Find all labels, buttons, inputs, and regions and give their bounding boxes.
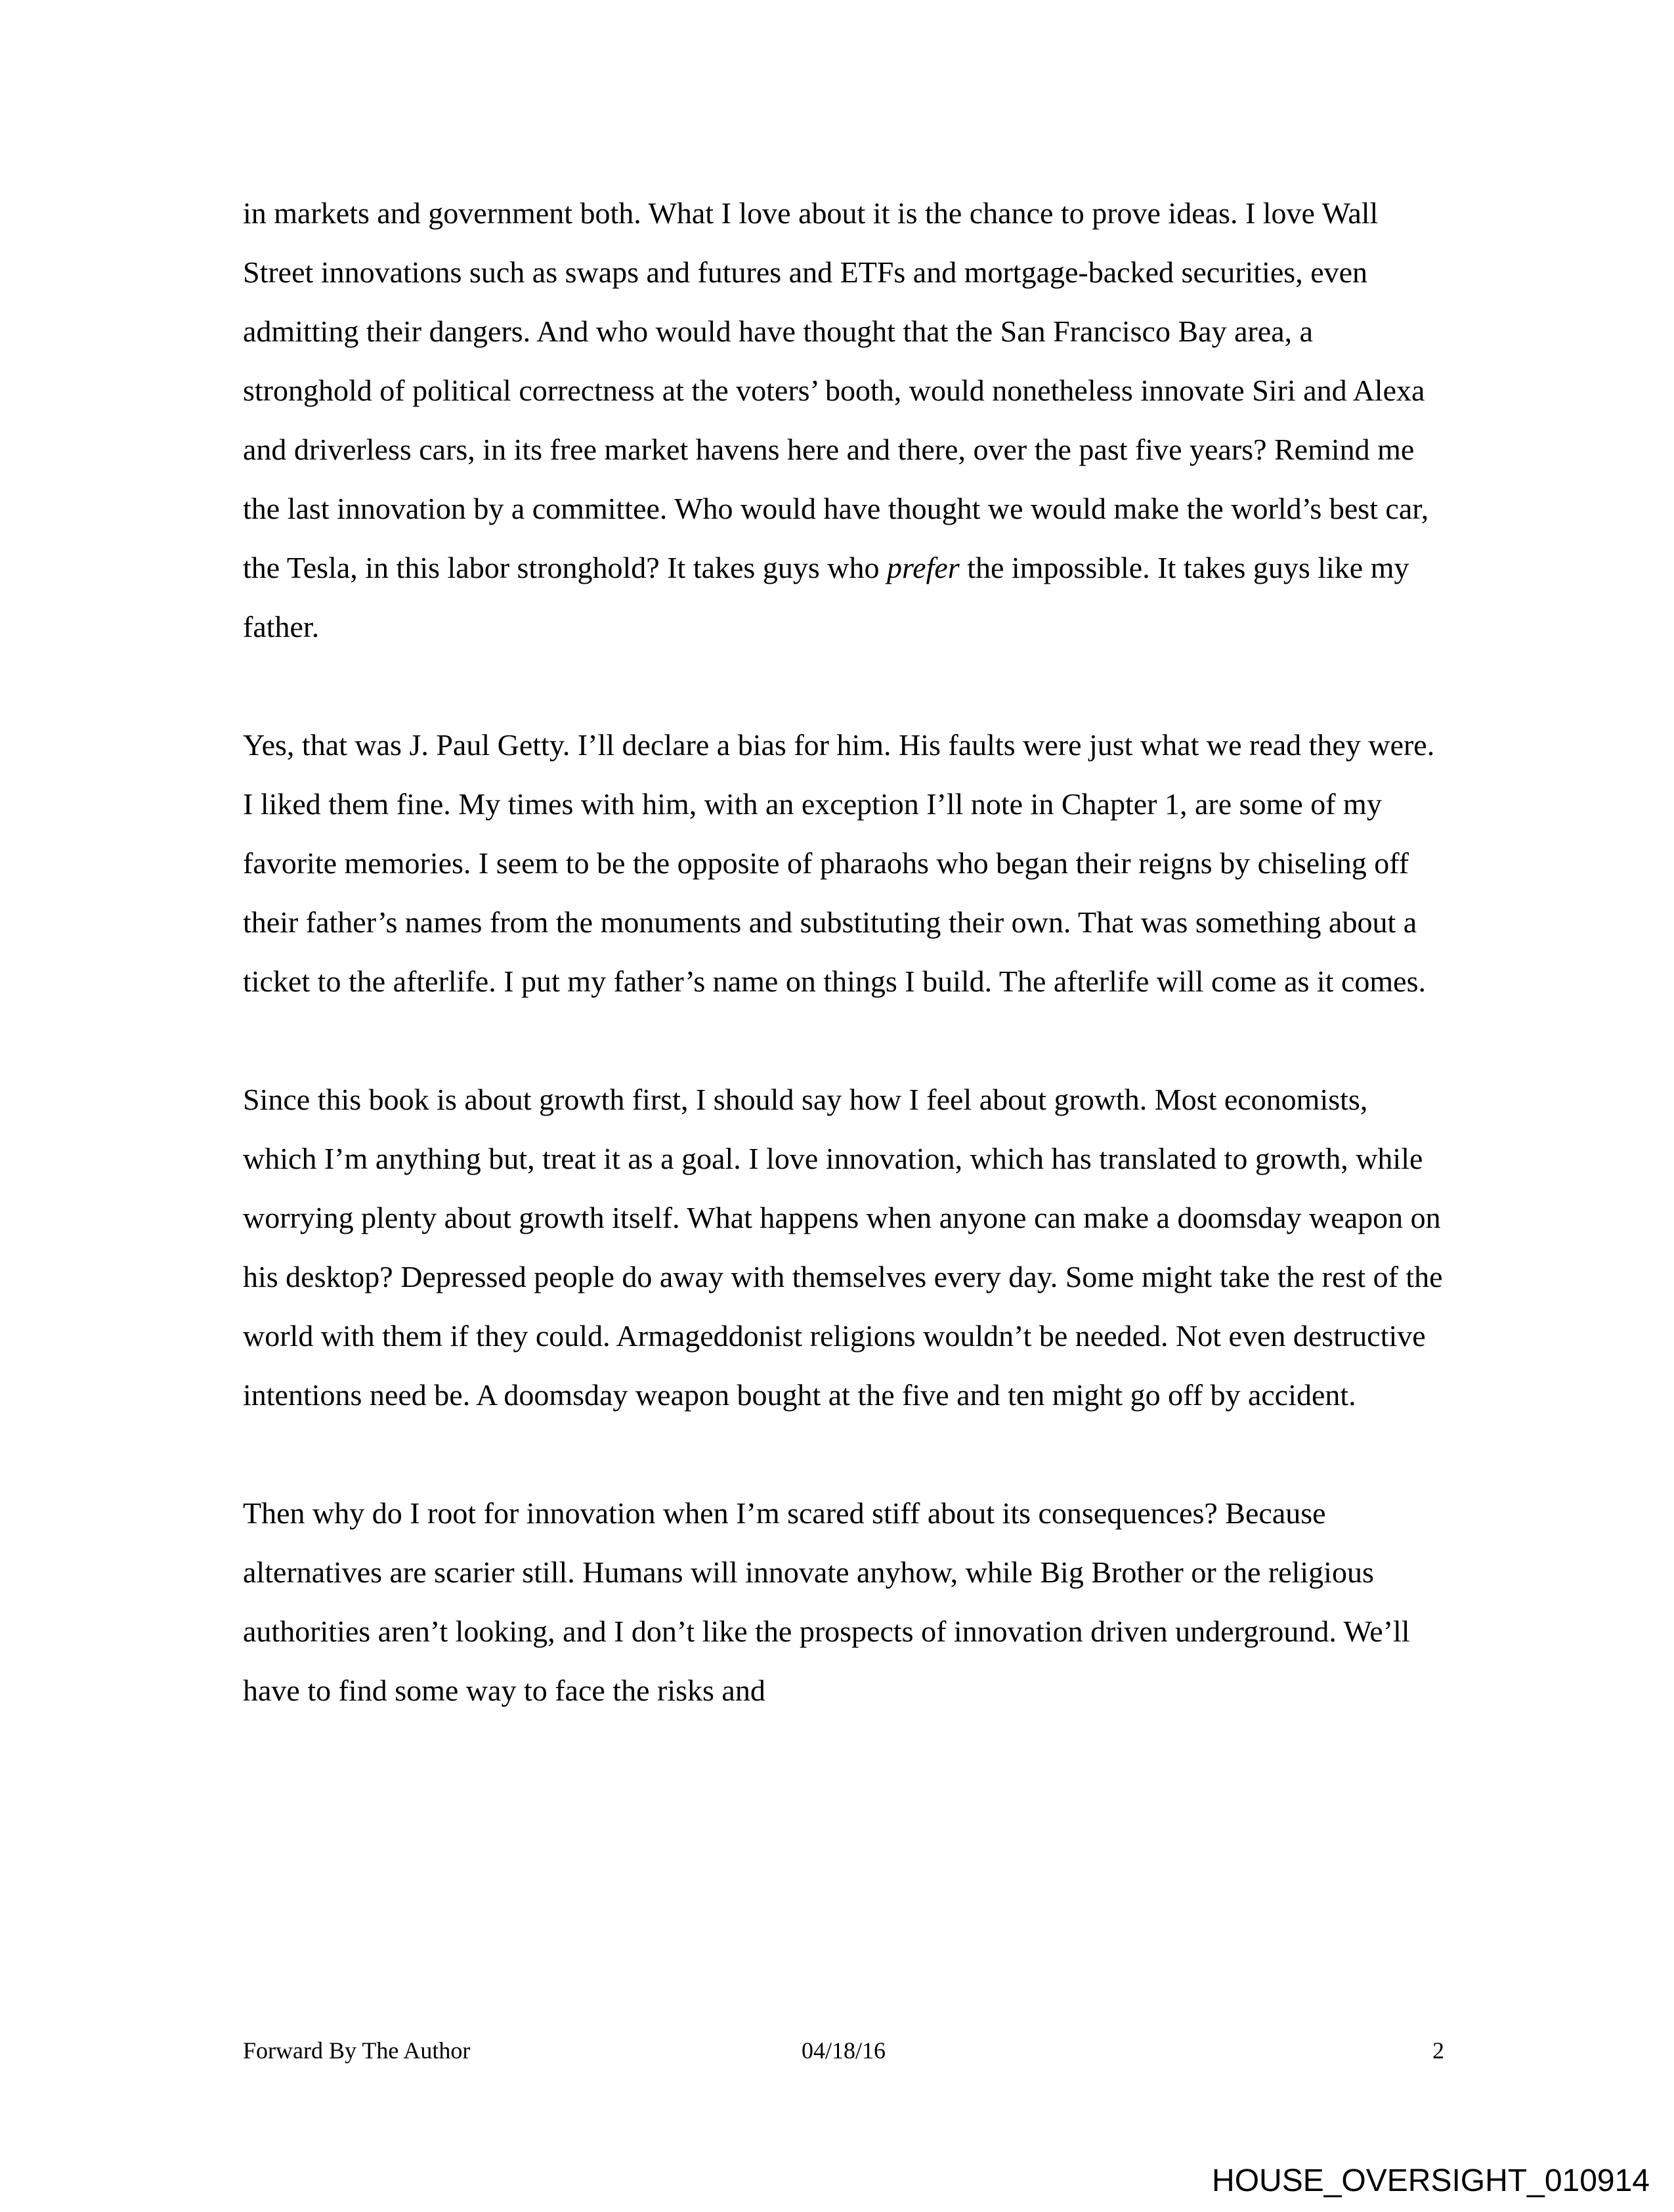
text-run: Since this book is about growth first, I should say how I feel about growth. Most economists, which I’m anything but, treat it as a goal. I love innovation, which has translated to growth, while worrying plenty about growth itself. What happens when anyone can make a doomsday weapon on his desktop? Depressed people do away with themselves every day. Some might take the rest of the world with them if they could. Armageddonist religions wouldn’t be needed. Not even destructive intentions need be. A doomsday weapon bought at the five and ten might go off by accident. bbox=[243, 1083, 1443, 1412]
body-text bbox=[243, 184, 1446, 1779]
text-run: Then why do I root for innovation when I’m scared stiff about its consequences? Because alternatives are scarier still. Humans will innovate anyhow, while Big Brother or the religious authorities aren’t looking, and I don’t like the prospects of innovation driven underground. We’ll have to find some way to face the risks and bbox=[243, 1496, 1410, 1707]
bates-stamp: HOUSE_OVERSIGHT_010914 bbox=[1212, 2163, 1650, 2198]
footer-date: 04/18/16 bbox=[801, 2037, 886, 2064]
page-footer bbox=[243, 2037, 1444, 2064]
footer-title: Forward By The Author bbox=[243, 2037, 471, 2064]
paragraph bbox=[243, 184, 1446, 657]
text-run: the impossible. It takes guys like my father. bbox=[243, 551, 1409, 643]
footer-page-number: 2 bbox=[1432, 2037, 1444, 2064]
paragraph bbox=[243, 716, 1446, 1011]
italic-text-run: prefer bbox=[886, 551, 960, 584]
paragraph bbox=[243, 1070, 1446, 1425]
text-run: Yes, that was J. Paul Getty. I’ll declare a bias for him. His faults were just what we read they were. I liked them fine. My times with him, with an exception I’ll note in Chapter 1, are some of my favorite memories. I seem to be the opposite of pharaohs who began their reigns by chiseling off their father’s names from the monuments and substituting their own. That was something about a ticket to the afterlife. I put my father’s name on things I build. The afterlife will come as it comes. bbox=[243, 728, 1435, 998]
paragraph bbox=[243, 1484, 1446, 1720]
text-run: in markets and government both. What I love about it is the chance to prove ideas. I love Wall Street innovations such as swaps and futures and ETFs and mortgage-backed securities, even admitting their dangers. And who would have thought that the San Francisco Bay area, a stronghold of political correctness at the voters’ booth, would nonetheless innovate Siri and Alexa and driverless cars, in its free market havens here and there, over the past five years? Remind me the last innovation by a committee. Who would have thought we would make the world’s best car, the Tesla, in this labor stronghold? It takes guys who bbox=[243, 196, 1429, 584]
